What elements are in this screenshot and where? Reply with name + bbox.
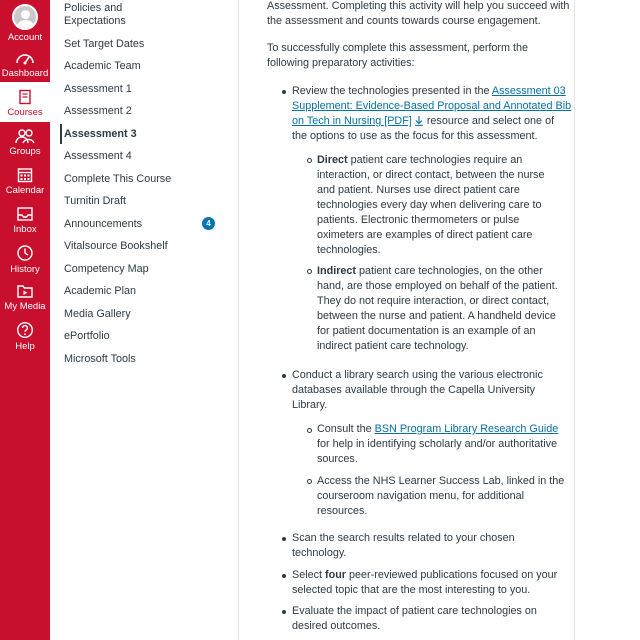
courses-label: Courses: [7, 107, 43, 118]
course-nav-announcements[interactable]: Announcements: [64, 218, 143, 230]
my-media-icon: [16, 283, 34, 299]
history-nav-item[interactable]: [0, 244, 50, 275]
item-text: indirect patient care technology.: [317, 340, 469, 352]
item-text: Evaluate the impact of patient care technologies on: [292, 605, 537, 617]
item-text: courseroom navigation menu, for additional: [317, 490, 525, 502]
item-text: Select: [292, 569, 326, 581]
course-nav-turnitin-draft[interactable]: Turnitin Draft: [64, 195, 126, 207]
item-text: Access the NHS Learner Success Lab, linked in the: [317, 475, 565, 487]
course-nav-academic-team[interactable]: Academic Team: [64, 60, 141, 72]
bullet-marker: [282, 610, 286, 614]
select-publications-item: [292, 568, 557, 598]
item-text: patient care technologies, on the other: [356, 265, 543, 277]
review-technologies-item: [292, 84, 571, 144]
groups-label: Groups: [9, 146, 41, 157]
course-nav-eportfolio[interactable]: ePortfolio: [64, 330, 110, 342]
course-nav-assessment-3[interactable]: Assessment 3: [64, 128, 137, 140]
course-nav-assessment-1[interactable]: Assessment 1: [64, 83, 132, 95]
indirect-technologies-item: [317, 264, 558, 354]
course-nav-academic-plan[interactable]: Academic Plan: [64, 285, 137, 297]
course-nav-vitalsource-bookshelf[interactable]: Vitalsource Bookshelf: [64, 240, 168, 252]
help-label: Help: [15, 341, 35, 352]
item-text: between the nurse and patient. A handheld device: [317, 310, 556, 322]
inbox-label: Inbox: [13, 224, 37, 235]
item-text: technologies every day when delivering care to: [317, 199, 542, 211]
course-nav-assessment-4[interactable]: Assessment 4: [64, 150, 132, 162]
item-text: patients. Electronic thermometers or pulse: [317, 214, 520, 226]
direct-term: Direct: [317, 154, 348, 166]
library-search-item: [292, 368, 543, 413]
bullet-marker: [282, 574, 286, 578]
inbox-nav-item[interactable]: [0, 206, 50, 235]
dashboard-label: Dashboard: [1, 68, 49, 79]
history-label: History: [10, 264, 40, 275]
item-text: They do not require interaction, or direct contact,: [317, 295, 550, 307]
calendar-nav-item[interactable]: [0, 167, 50, 196]
courses-nav-item[interactable]: [0, 82, 50, 122]
item-text: Conduct a library search using the various electronic: [292, 369, 543, 381]
item-text: sources.: [317, 453, 358, 465]
item-text: technologies.: [317, 244, 381, 256]
sub-bullet-marker: [307, 428, 312, 433]
sub-bullet-marker: [307, 269, 312, 274]
my-media-nav-item[interactable]: [0, 283, 50, 312]
assessment-supplement-link[interactable]: on Tech in Nursing [PDF]: [292, 115, 412, 127]
groups-icon: [15, 128, 35, 144]
bullet-marker: [282, 537, 286, 541]
item-text: technology.: [292, 547, 347, 559]
my-media-label: My Media: [4, 301, 46, 312]
item-text: resources.: [317, 505, 368, 517]
item-text: databases available through the Capella University: [292, 384, 536, 396]
download-icon[interactable]: [414, 115, 424, 126]
course-nav-competency-map[interactable]: Competency Map: [64, 263, 149, 275]
courses-icon: [17, 89, 33, 105]
evaluate-impact-item: [292, 604, 537, 634]
active-item-indicator: [60, 124, 62, 144]
item-text: oximeters are examples of direct patient care: [317, 229, 533, 241]
item-text: selected topic that are the most interesting to you.: [292, 584, 531, 596]
item-text: peer-reviewed publications focused on your: [346, 569, 558, 581]
item-text: and patient. Nurses use direct patient care: [317, 184, 520, 196]
course-nav-microsoft-tools[interactable]: Microsoft Tools: [64, 353, 136, 365]
item-text: the options to use as the focus for this assessment.: [292, 130, 538, 142]
course-navigation: [50, 0, 239, 640]
item-text: patient care technologies require an: [347, 154, 523, 166]
dashboard-nav-item[interactable]: [0, 50, 50, 79]
course-nav-policies[interactable]: [64, 2, 126, 28]
consult-guide-item: [317, 422, 558, 467]
course-nav-assessment-2[interactable]: Assessment 2: [64, 105, 132, 117]
assessment-supplement-link[interactable]: Supplement: Evidence-Based Proposal and Annotated Bib: [292, 100, 572, 112]
preparatory-paragraph: [267, 41, 528, 71]
item-text: Review the technologies presented in the: [292, 85, 492, 97]
intro-paragraph: [267, 0, 569, 29]
item-text: interaction, or direct contact, between the nurse: [317, 169, 545, 181]
inbox-icon: [16, 206, 34, 222]
item-text: resource and select one of: [423, 115, 555, 127]
item-text: hand, are those employed on behalf of the patient.: [317, 280, 558, 292]
item-text: for patient documentation is an example of an: [317, 325, 536, 337]
help-icon: [16, 321, 34, 339]
bsn-library-guide-link[interactable]: BSN Program Library Research Guide: [374, 423, 559, 435]
global-navigation: [0, 0, 50, 640]
sub-bullet-marker: [307, 158, 312, 163]
course-nav-label: Expectations: [64, 15, 126, 27]
course-nav-label: Policies and: [64, 2, 123, 14]
course-nav-complete-this-course[interactable]: Complete This Course: [64, 173, 172, 185]
intro-text: the assessment and counts towards course engagement.: [267, 15, 541, 27]
prep-text: To successfully complete this assessment, perform the: [267, 42, 529, 54]
indirect-term: Indirect: [317, 265, 356, 277]
course-nav-set-target-dates[interactable]: Set Target Dates: [64, 38, 145, 50]
prep-text: following preparatory activities:: [267, 57, 415, 69]
item-text: desired outcomes.: [292, 620, 381, 632]
history-icon: [16, 244, 34, 262]
sub-bullet-marker: [307, 479, 312, 484]
direct-technologies-item: [317, 153, 544, 258]
item-text: for help in identifying scholarly and/or authoritative: [317, 438, 558, 450]
item-text: Library.: [292, 399, 328, 411]
groups-nav-item[interactable]: [0, 128, 50, 157]
emphasis-text: four: [325, 569, 347, 581]
scan-results-item: [292, 531, 515, 561]
calendar-label: Calendar: [5, 185, 45, 196]
course-nav-media-gallery[interactable]: Media Gallery: [64, 308, 131, 320]
assessment-supplement-link[interactable]: Assessment 03: [491, 85, 566, 97]
bullet-marker: [282, 90, 286, 94]
bullet-marker: [282, 374, 286, 378]
avatar-icon: [12, 4, 38, 30]
dashboard-icon: [15, 50, 35, 66]
item-text: Scan the search results related to your chosen: [292, 532, 515, 544]
help-nav-item[interactable]: [0, 321, 50, 352]
calendar-icon: [17, 167, 33, 183]
account-label: Account: [7, 32, 43, 43]
access-success-lab-item: [317, 474, 564, 519]
item-text: Consult the: [317, 423, 375, 435]
intro-text: Assessment. Completing this activity will help you succeed with: [267, 0, 570, 12]
announcements-count-badge: 4: [202, 217, 215, 230]
account-nav-item[interactable]: [0, 4, 50, 43]
assessment-content: [239, 0, 575, 640]
